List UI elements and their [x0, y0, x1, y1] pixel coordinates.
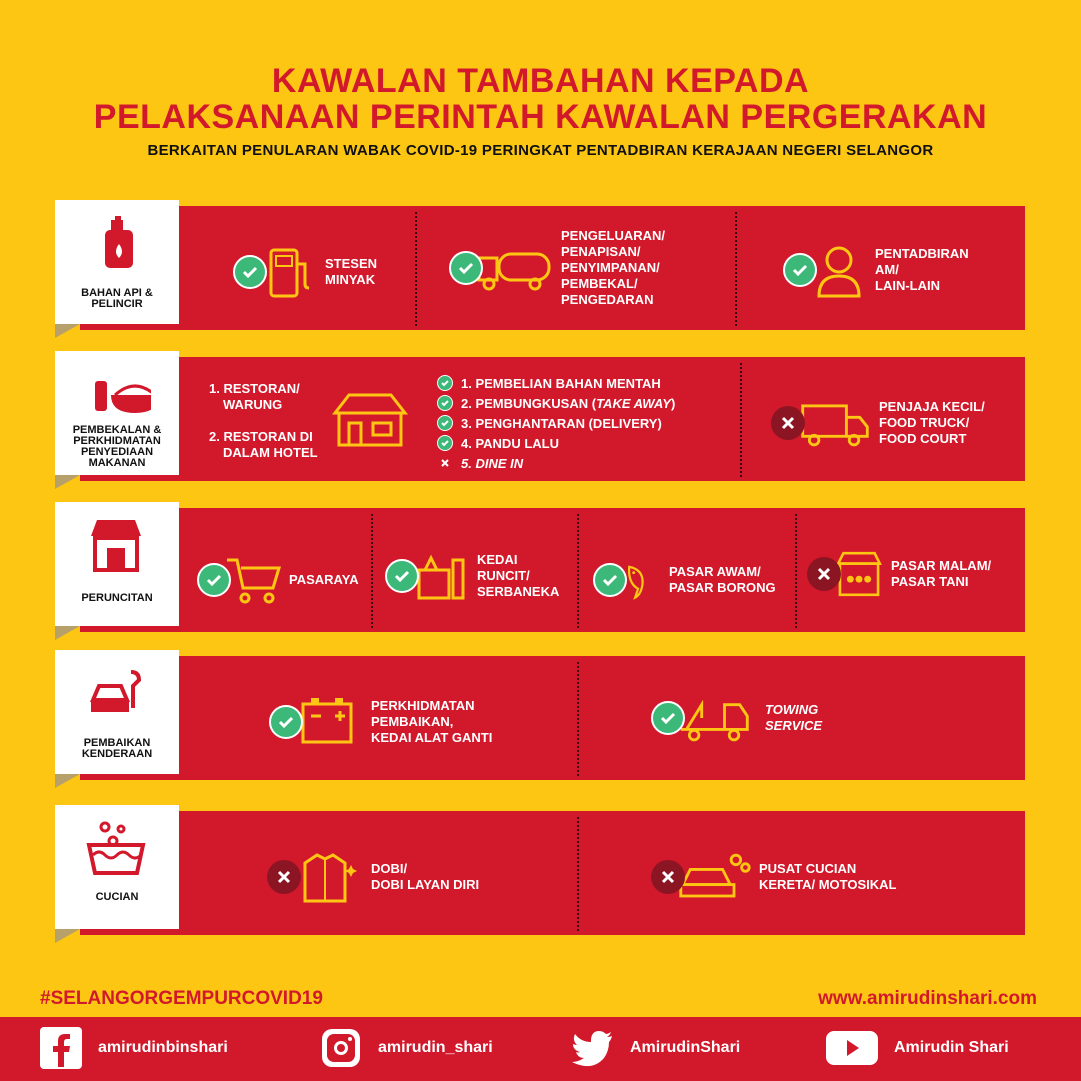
- food-bowl-icon: [81, 365, 151, 423]
- item-fuel-station: [233, 244, 377, 300]
- item-text: PENGELUARAN/ PENAPISAN/ PENYIMPANAN/ PEMBEKAL/ PENGEDARAN: [561, 228, 666, 307]
- allowed-check-icon: [783, 253, 817, 287]
- car-repair-icon: [87, 664, 145, 722]
- social-handle: amirudin_shari: [378, 1039, 493, 1056]
- label-fold: [55, 774, 80, 788]
- youtube-icon: [826, 1027, 878, 1069]
- category-label: [55, 805, 179, 929]
- item-text: PERKHIDMATAN PEMBAIKAN, KEDAI ALAT GANTI: [371, 698, 493, 745]
- allowed-check-icon: [437, 415, 453, 431]
- item-supermarket: [197, 552, 359, 608]
- allowed-check-icon: [385, 559, 419, 593]
- premises-list: 1. RESTORAN/ WARUNG 2. RESTORAN DI DALAM HOTEL: [209, 381, 318, 460]
- divider: [740, 363, 742, 477]
- social-handle: amirudinbinshari: [98, 1039, 228, 1056]
- item-night-market: [807, 546, 991, 602]
- fuel-pump-icon: [259, 244, 319, 300]
- category-label: [55, 650, 179, 774]
- social-handle: Amirudin Shari: [894, 1039, 1009, 1056]
- denied-cross-icon: [651, 860, 685, 894]
- item-text: STESEN MINYAK: [325, 256, 378, 287]
- item-laundry: [267, 849, 479, 905]
- item-production: [449, 228, 665, 308]
- item-text: PASAR AWAM/ PASAR BORONG: [669, 564, 776, 595]
- oil-bottle-icon: [95, 214, 141, 272]
- category-label: [55, 502, 179, 626]
- divider: [415, 212, 417, 326]
- item-grocery: [385, 548, 559, 604]
- social-instagram[interactable]: [320, 1027, 493, 1069]
- storefront-icon: [87, 516, 145, 574]
- item-text: PUSAT CUCIAN KERETA/ MOTOSIKAL: [759, 861, 897, 892]
- item-public-market: [593, 552, 776, 608]
- subtitle: BERKAITAN PENULARAN WABAK COVID-19 PERINGKAT PENTADBIRAN KERAJAAN NEGERI SELANGOR: [147, 142, 934, 159]
- website-link[interactable]: www.amirudinshari.com: [818, 988, 1037, 1009]
- social-handle: AmirudinShari: [630, 1039, 741, 1056]
- category-name: PEMBAIKAN KENDERAAN: [81, 737, 153, 760]
- allowed-check-icon: [437, 395, 453, 411]
- footer-bar: [0, 1017, 1081, 1081]
- divider: [577, 662, 579, 776]
- restaurant-house-icon: [329, 389, 409, 449]
- category-name: BAHAN API & PELINCIR: [81, 287, 153, 310]
- item-text: PENJAJA KECIL/ FOOD TRUCK/ FOOD COURT: [879, 399, 985, 446]
- denied-cross-icon: [771, 406, 805, 440]
- allowed-check-icon: [651, 701, 685, 735]
- item-administration: [783, 242, 969, 298]
- tow-truck-icon: [677, 690, 753, 746]
- social-youtube[interactable]: [826, 1027, 1009, 1069]
- allowed-check-icon: [449, 251, 483, 285]
- label-fold: [55, 929, 80, 943]
- label-fold: [55, 626, 80, 640]
- car-wash-icon: [677, 849, 753, 905]
- title-line-1: KAWALAN TAMBAHAN KEPADA: [271, 62, 810, 100]
- item-text: KEDAI RUNCIT/ SERBANEKA: [477, 552, 560, 599]
- social-facebook[interactable]: [40, 1027, 228, 1069]
- allowed-check-icon: [197, 563, 231, 597]
- denied-cross-icon: [267, 860, 301, 894]
- row-fuel: [55, 200, 1025, 324]
- item-hawker: [771, 395, 985, 451]
- food-truck-icon: [797, 395, 873, 451]
- divider: [577, 514, 579, 628]
- category-name: CUCIAN: [95, 891, 139, 903]
- option-text: 1. PEMBELIAN BAHAN MENTAH: [461, 375, 661, 391]
- wash-basin-icon: [83, 819, 149, 877]
- allowed-check-icon: [593, 563, 627, 597]
- row-retail: [55, 502, 1025, 626]
- option-text: 3. PENGHANTARAN (DELIVERY): [461, 415, 662, 431]
- item-text: DOBI/ DOBI LAYAN DIRI: [371, 861, 480, 892]
- category-name: PERUNCITAN: [81, 592, 153, 604]
- row-vehicle-repair: [55, 650, 1025, 774]
- person-icon: [809, 242, 869, 298]
- item-text: PASARAYA: [289, 572, 359, 587]
- category-label: [55, 351, 179, 475]
- shopping-cart-icon: [223, 552, 283, 608]
- allowed-check-icon: [437, 435, 453, 451]
- twitter-icon: [572, 1027, 614, 1069]
- instagram-icon: [320, 1027, 362, 1069]
- option-text: 2. PEMBUNGKUSAN (TAKE AWAY): [461, 395, 676, 411]
- hashtag: #SELANGORGEMPURCOVID19: [40, 988, 323, 1009]
- category-name: PEMBEKALAN & PERKHIDMATAN PENYEDIAAN MAKANAN: [72, 424, 162, 469]
- item-towing: [651, 690, 822, 746]
- item-text: PENTADBIRAN AM/ LAIN-LAIN: [875, 246, 969, 293]
- shirt-icon: [293, 849, 361, 905]
- divider: [735, 212, 737, 326]
- divider: [795, 514, 797, 628]
- denied-cross-icon: [807, 557, 841, 591]
- denied-cross-icon: [437, 455, 453, 471]
- allowed-check-icon: [269, 705, 303, 739]
- title-line-2: PELAKSANAAN PERINTAH KAWALAN PERGERAKAN: [93, 98, 988, 136]
- row-food: [55, 351, 1025, 475]
- label-fold: [55, 475, 80, 489]
- option-text: 5. DINE IN: [461, 455, 524, 471]
- category-label: [55, 200, 179, 324]
- car-battery-icon: [295, 694, 355, 750]
- row-band: [80, 656, 1025, 780]
- facebook-icon: [40, 1027, 82, 1069]
- social-twitter[interactable]: [572, 1027, 740, 1069]
- row-washing: [55, 805, 1025, 929]
- tanker-truck-icon: [475, 240, 555, 296]
- option-text: 4. PANDU LALU: [461, 435, 559, 451]
- label-fold: [55, 324, 80, 338]
- divider: [577, 817, 579, 931]
- allowed-check-icon: [233, 255, 267, 289]
- item-car-wash: [651, 849, 896, 905]
- service-options-list: [437, 373, 675, 473]
- allowed-check-icon: [437, 375, 453, 391]
- item-text: TOWING SERVICE: [765, 702, 823, 733]
- item-text: PASAR MALAM/ PASAR TANI: [891, 558, 992, 589]
- item-repair-service: [269, 694, 492, 750]
- grocery-box-icon: [411, 548, 471, 604]
- divider: [371, 514, 373, 628]
